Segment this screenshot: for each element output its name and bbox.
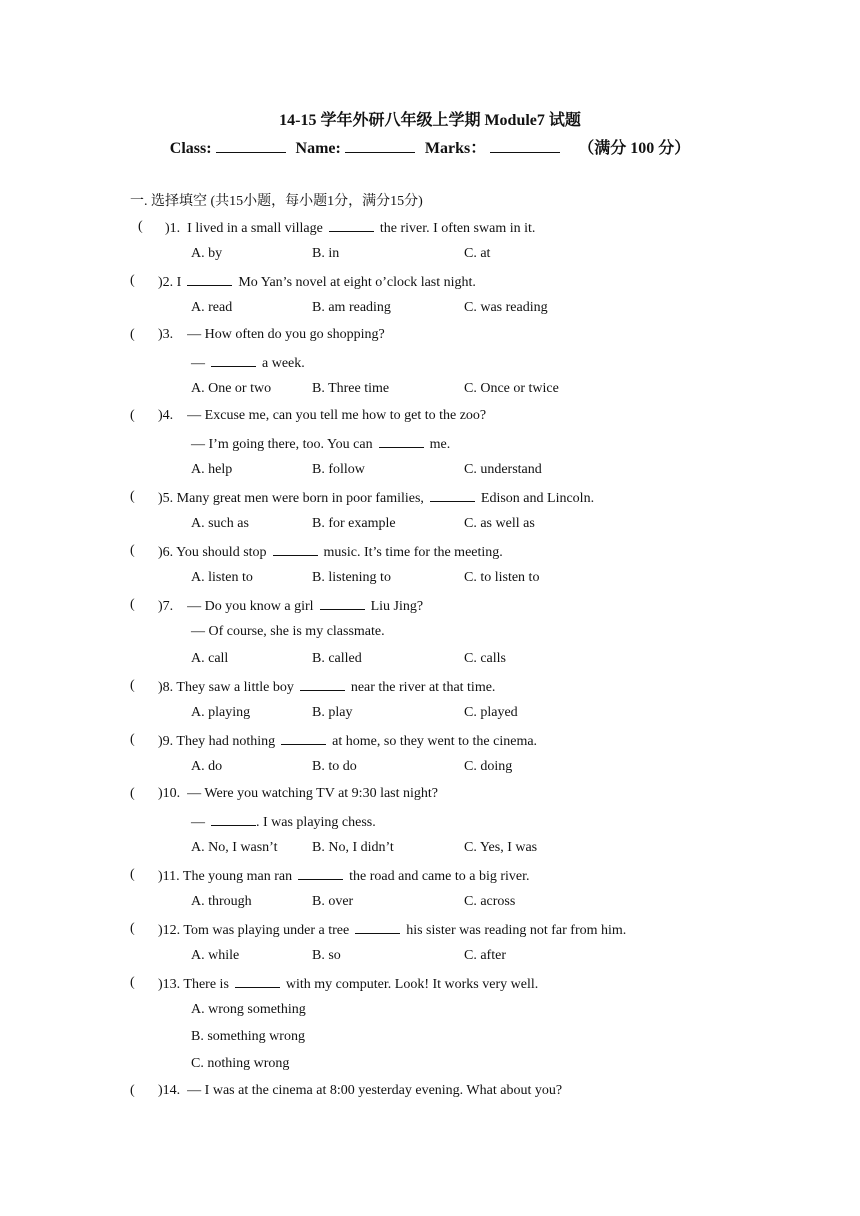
question-text: — [191, 356, 205, 371]
question-number: )1. [165, 221, 181, 236]
option-b: B. over [312, 894, 354, 909]
question-number: )8. They saw a little boy [158, 680, 294, 695]
option-c: C. Once or twice [464, 381, 559, 396]
name-blank[interactable] [345, 138, 415, 153]
option-a: A. while [191, 948, 240, 963]
option-b: B. in [312, 246, 340, 261]
question-12 [158, 921, 626, 939]
question-3-reply [191, 354, 305, 372]
question-number: )3. [158, 327, 174, 342]
option-c: C. after [464, 948, 506, 963]
question-number: )13. There is [158, 977, 229, 992]
option-b: B. am reading [312, 300, 391, 315]
student-info-line [0, 135, 860, 158]
question-number: )5. Many great men were born in poor families, [158, 491, 424, 506]
answer-paren[interactable]: ( [130, 678, 135, 693]
question-blank [273, 543, 318, 556]
question-text: — Do you know a girl [187, 599, 314, 614]
answer-paren[interactable]: ( [130, 732, 135, 747]
question-text: I lived in a small village [187, 221, 323, 236]
option-c: C. at [464, 246, 491, 261]
question-text: me. [429, 437, 451, 452]
option-c: C. doing [464, 759, 513, 774]
answer-paren[interactable]: ( [130, 408, 135, 423]
question-text: — I was at the cinema at 8:00 yesterday evening. What about you? [187, 1083, 563, 1098]
question-8 [158, 678, 495, 696]
option-a: A. playing [191, 705, 251, 720]
question-number: )9. They had nothing [158, 734, 276, 749]
question-blank [430, 489, 475, 502]
answer-paren[interactable]: ( [130, 921, 135, 936]
question-11 [158, 867, 530, 885]
option-a: A. read [191, 300, 233, 315]
option-a: A. do [191, 759, 223, 774]
class-label: Class: [169, 140, 212, 157]
option-b: B. follow [312, 462, 365, 477]
question-text: — I’m going there, too. You can [191, 437, 373, 452]
question-blank [281, 732, 326, 745]
question-3 [158, 327, 385, 343]
option-a: A. wrong something [191, 1002, 306, 1017]
question-text: . I was playing chess. [256, 815, 376, 830]
question-text: the road and came to a big river. [349, 869, 530, 884]
question-text: Mo Yan’s novel at eight o’clock last night. [238, 275, 476, 290]
option-c: C. as well as [464, 516, 535, 531]
option-a: A. help [191, 462, 233, 477]
option-a: A. One or two [191, 381, 272, 396]
question-blank [187, 273, 232, 286]
class-blank[interactable] [216, 138, 286, 153]
option-a: A. call [191, 651, 229, 666]
question-blank [211, 813, 256, 826]
option-b: B. something wrong [191, 1029, 305, 1044]
question-number: )14. [158, 1083, 181, 1098]
question-4 [158, 408, 486, 424]
option-c: C. understand [464, 462, 542, 477]
answer-paren[interactable]: ( [130, 975, 135, 990]
answer-paren[interactable]: ( [130, 543, 135, 558]
option-b: B. Three time [312, 381, 390, 396]
question-text: music. It’s time for the meeting. [323, 545, 503, 560]
answer-paren[interactable]: ( [130, 327, 135, 342]
question-number: )4. [158, 408, 174, 423]
option-a: A. such as [191, 516, 249, 531]
question-7-reply: — Of course, she is my classmate. [191, 624, 385, 639]
question-text: — How often do you go shopping? [187, 327, 385, 342]
option-c: C. to listen to [464, 570, 540, 585]
total-score: （满分 100 分） [578, 140, 691, 157]
option-b: B. for example [312, 516, 396, 531]
question-blank [300, 678, 345, 691]
question-blank [298, 867, 343, 880]
answer-paren[interactable]: ( [130, 489, 135, 504]
answer-paren[interactable]: ( [130, 1083, 135, 1098]
question-number: )11. The young man ran [158, 869, 293, 884]
question-number: )6. You should stop [158, 545, 267, 560]
question-text: near the river at that time. [350, 680, 496, 695]
answer-paren[interactable]: ( [130, 786, 135, 801]
question-blank [211, 354, 256, 367]
option-a: A. through [191, 894, 252, 909]
question-text: his sister was reading not far from him. [406, 923, 627, 938]
question-text: the river. I often swam in it. [379, 221, 536, 236]
question-number: )7. [158, 599, 174, 614]
section-heading: 一. 选择填空 (共15小题，每小题1分，满分15分) [130, 194, 423, 209]
option-c: C. across [464, 894, 516, 909]
answer-paren[interactable]: ( [138, 219, 143, 234]
question-13 [158, 975, 538, 993]
question-9 [158, 732, 537, 750]
marks-label: Marks： [424, 140, 487, 157]
question-blank [379, 435, 424, 448]
question-blank [329, 219, 374, 232]
question-blank [235, 975, 280, 988]
option-b: B. to do [312, 759, 357, 774]
question-text: a week. [262, 356, 305, 371]
question-text: with my computer. Look! It works very well. [285, 977, 539, 992]
question-4-reply [191, 435, 450, 453]
question-10 [158, 786, 438, 802]
question-blank [320, 597, 365, 610]
question-text: at home, so they went to the cinema. [332, 734, 538, 749]
option-b: B. called [312, 651, 362, 666]
question-text: Edison and Lincoln. [480, 491, 595, 506]
option-b: B. so [312, 948, 341, 963]
question-text: — [191, 815, 205, 830]
question-number: )12. Tom was playing under a tree [158, 923, 350, 938]
option-a: A. by [191, 246, 223, 261]
question-text: Liu Jing? [370, 599, 424, 614]
question-14 [158, 1083, 562, 1099]
marks-blank[interactable] [490, 138, 560, 153]
question-6 [158, 543, 503, 561]
option-c: C. played [464, 705, 518, 720]
question-7 [158, 597, 423, 615]
option-a: A. listen to [191, 570, 253, 585]
question-text: — Were you watching TV at 9:30 last night? [187, 786, 439, 801]
question-number: )10. [158, 786, 181, 801]
name-label: Name: [295, 140, 341, 157]
option-b: B. listening to [312, 570, 391, 585]
page-title: 14-15 学年外研八年级上学期 Module7 试题 [279, 112, 581, 129]
answer-paren[interactable]: ( [130, 867, 135, 882]
question-10-reply [191, 813, 376, 831]
option-c: C. nothing wrong [191, 1056, 290, 1071]
option-c: C. calls [464, 651, 506, 666]
answer-paren[interactable]: ( [130, 597, 135, 612]
option-c: C. was reading [464, 300, 548, 315]
question-text: — Excuse me, can you tell me how to get to the zoo? [187, 408, 487, 423]
option-b: B. play [312, 705, 353, 720]
option-a: A. No, I wasn’t [191, 840, 278, 855]
question-2 [158, 273, 476, 291]
question-number: )2. I [158, 275, 182, 290]
option-c: C. Yes, I was [464, 840, 538, 855]
question-1 [165, 219, 535, 237]
answer-paren[interactable]: ( [130, 273, 135, 288]
question-5 [158, 489, 594, 507]
question-blank [355, 921, 400, 934]
option-b: B. No, I didn’t [312, 840, 394, 855]
